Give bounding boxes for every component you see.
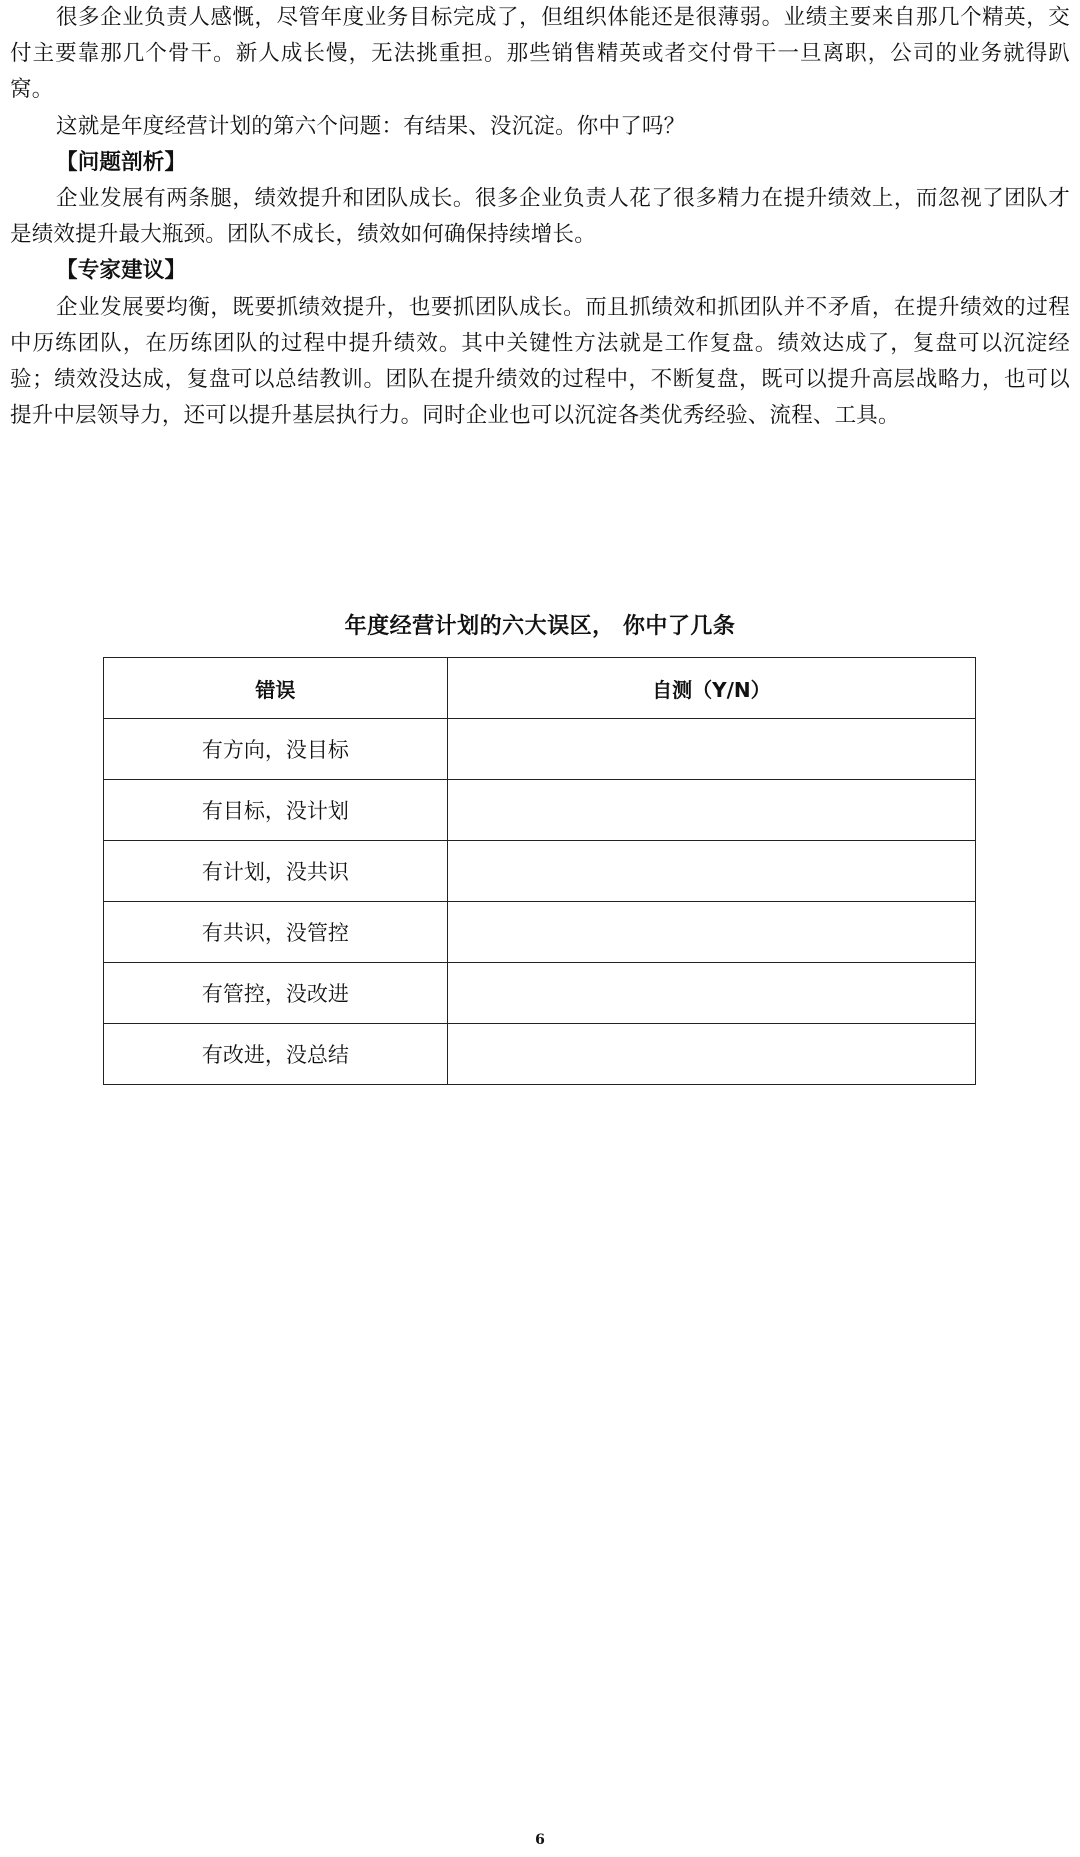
self-test-cell[interactable] [447, 780, 975, 841]
self-test-cell[interactable] [447, 963, 975, 1024]
page-number: 6 [535, 1832, 545, 1848]
header-error: 错误 [104, 658, 448, 719]
paragraph-advice: 企业发展要均衡，既要抓绩效提升，也要抓团队成长。而且抓绩效和抓团队并不矛盾，在提升绩效的过程中历练团队，在历练团队的过程中提升绩效。其中关键性方法就是工作复盘。绩效达成了，复盘可以沉淀经验；绩效没达成，复盘可以总结教训。团队在提升绩效的过程中，不断复盘，既可以提升高层战略力，也可以提升中层领导力，还可以提升基层执行力。同时企业也可以沉淀各类优秀经验、流程、工具。 [10, 294, 1070, 429]
mistakes-table [103, 657, 976, 1085]
error-cell: 有目标，没计划 [104, 780, 448, 841]
header-self-test: 自测（Y/N） [447, 658, 975, 719]
self-test-cell[interactable] [447, 841, 975, 902]
table-row [104, 902, 976, 963]
table-row [104, 1024, 976, 1085]
table-header-row [104, 658, 976, 719]
error-cell: 有方向，没目标 [104, 719, 448, 780]
heading-problem-analysis: 【问题剖析】 [56, 149, 187, 175]
paragraph-sixth-problem: 这就是年度经营计划的第六个问题：有结果、没沉淀。你中了吗？ [56, 113, 686, 139]
body-text [10, 0, 1070, 434]
table-title: 年度经营计划的六大误区， 你中了几条 [344, 614, 736, 639]
table-row [104, 719, 976, 780]
error-cell: 有管控，没改进 [104, 963, 448, 1024]
error-cell: 有改进，没总结 [104, 1024, 448, 1085]
error-cell: 有共识，没管控 [104, 902, 448, 963]
paragraph-intro: 很多企业负责人感慨，尽管年度业务目标完成了，但组织体能还是很薄弱。业绩主要来自那几个精英，交付主要靠那几个骨干。新人成长慢，无法挑重担。那些销售精英或者交付骨干一旦离职，公司的业务就得趴窝。 [10, 5, 1070, 103]
table-row [104, 963, 976, 1024]
table-row [104, 780, 976, 841]
self-test-cell[interactable] [447, 1024, 975, 1085]
paragraph-analysis: 企业发展有两条腿，绩效提升和团队成长。很多企业负责人花了很多精力在提升绩效上，而忽视了团队才是绩效提升最大瓶颈。团队不成长，绩效如何确保持续增长。 [10, 186, 1070, 248]
heading-expert-advice: 【专家建议】 [56, 258, 187, 284]
self-test-cell[interactable] [447, 902, 975, 963]
error-cell: 有计划，没共识 [104, 841, 448, 902]
self-test-cell[interactable] [447, 719, 975, 780]
table-row [104, 841, 976, 902]
